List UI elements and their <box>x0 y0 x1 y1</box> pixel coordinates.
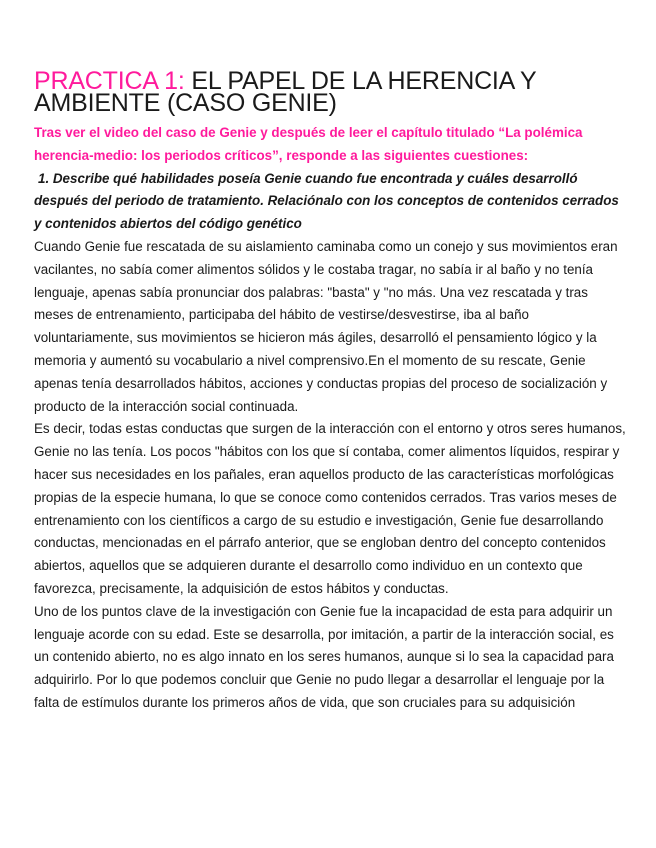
answer-paragraph-1: Cuando Genie fue rescatada de su aislamiento caminaba como un conejo y sus movimientos eran vacilantes, no sabía comer alimentos sólidos y le costaba tragar, no sabía ir al baño y no tenía lenguaje, apenas sabía pronunciar dos palabras: "basta" y "no más. Una vez rescatada y tras meses de entrenamiento, participaba del hábito de vestirse/desvestirse, iba al baño voluntariamente, sus movimientos se hicieron más ágiles, desarrolló el pensamiento lógico y la memoria y aumentó su vocabulario a nivel comprensivo.En el momento de su rescate, Genie apenas tenía desarrollados hábitos, acciones y conductas propias del proceso de socialización y producto de la interacción social continuada. <box>34 238 618 414</box>
page-title <box>34 67 628 117</box>
title-text: EL PAPEL DE LA HERENCIA Y AMBIENTE (CASO GENIE) <box>34 67 537 117</box>
title-prefix: PRACTICA 1: <box>34 67 192 95</box>
answer-paragraph-2: Es decir, todas estas conductas que surgen de la interacción con el entorno y otros seres humanos, Genie no las tenía. Los pocos "hábitos con los que sí contaba, comer alimentos líquidos, respirar y hacer sus necesidades en los pañales, eran aquellos producto de las características morfológicas propias de la especie humana, lo que se conoce como contenidos cerrados. Tras varios meses de entrenamiento con los científicos a cargo de su estudio e investigación, Genie fue desarrollando conductas, mencionadas en el párrafo anterior, que se engloban dentro del concepto contenidos abiertos, aquellos que se adquieren durante el desarrollo como individuo en un contexto que favorezca, precisamente, la adquisición de estos hábitos y conductas. <box>34 421 626 596</box>
question-1: 1. Describe qué habilidades poseía Genie cuando fue encontrada y cuáles desarrolló después del periodo de tratamiento. Relaciónalo con los conceptos de contenidos cerrados y contenidos abiertos del código genético <box>34 170 619 232</box>
document-page <box>34 67 628 715</box>
intro-instructions: Tras ver el video del caso de Genie y después de leer el capítulo titulado “La polémica herencia-medio: los periodos críticos”, responde a las siguientes cuestiones: <box>34 125 583 163</box>
answer-paragraph-3: Uno de los puntos clave de la investigación con Genie fue la incapacidad de esta para adquirir un lenguaje acorde con su edad. Este se desarrolla, por imitación, a partir de la interacción social, es un contenido abierto, no es algo innato en los seres humanos, aunque si lo sea la capacidad para adquirirlo. Por lo que podemos concluir que Genie no pudo llegar a desarrollar el lenguaje por la falta de estímulos durante los primeros años de vida, que son cruciales para su adquisición <box>34 603 614 710</box>
